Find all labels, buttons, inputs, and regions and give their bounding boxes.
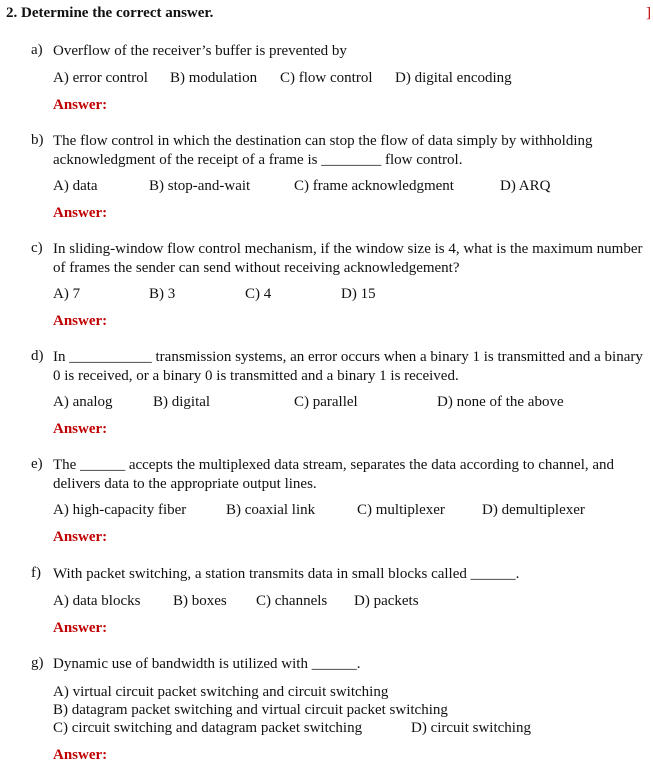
option-c[interactable]: C) 4 <box>245 286 272 302</box>
option-b[interactable]: B) stop-and-wait <box>149 178 251 194</box>
option-d[interactable]: D) packets <box>354 593 419 609</box>
option-c[interactable]: C) parallel <box>294 394 358 410</box>
question-letter: d) <box>31 348 44 364</box>
question-stem: With packet switching, a station transmits data in small blocks called ______. <box>53 566 520 582</box>
option-a[interactable]: A) virtual circuit packet switching and circuit switching <box>53 684 389 700</box>
option-d[interactable]: D) circuit switching <box>411 720 531 736</box>
option-b[interactable]: B) coaxial link <box>226 502 316 518</box>
option-b[interactable]: B) digital <box>153 394 211 410</box>
question-stem: Overflow of the receiver’s buffer is prevented by <box>53 43 347 59</box>
option-d[interactable]: D) demultiplexer <box>482 502 585 518</box>
option-c[interactable]: C) flow control <box>280 70 373 86</box>
question-stem: Dynamic use of bandwidth is utilized with ______. <box>53 656 361 672</box>
option-c[interactable]: C) channels <box>256 593 328 609</box>
option-b[interactable]: B) 3 <box>149 286 176 302</box>
option-a[interactable]: A) error control <box>53 70 148 86</box>
question-stem: In sliding-window flow control mechanism, if the window size is 4, what is the maximum number of frames the sender can send without receiving acknowledgement? <box>53 241 643 276</box>
question-letter: f) <box>31 565 41 581</box>
answer-label: Answer: <box>53 747 108 763</box>
option-b[interactable]: B) boxes <box>173 593 227 609</box>
option-c[interactable]: C) multiplexer <box>357 502 445 518</box>
option-c[interactable]: C) frame acknowledgment <box>294 178 454 194</box>
question-letter: g) <box>31 655 44 671</box>
answer-label: Answer: <box>53 421 108 437</box>
option-d[interactable]: D) digital encoding <box>395 70 512 86</box>
option-d[interactable]: D) 15 <box>341 286 376 302</box>
question-letter: c) <box>31 240 43 256</box>
corner-mark: ] <box>646 5 651 21</box>
question-stem: The ______ accepts the multiplexed data stream, separates the data according to channel, and delivers data to the appropriate output lines. <box>53 457 615 492</box>
answer-label: Answer: <box>53 97 108 113</box>
option-b[interactable]: B) modulation <box>170 70 258 86</box>
answer-label: Answer: <box>53 205 108 221</box>
option-d[interactable]: D) ARQ <box>500 178 551 194</box>
option-a[interactable]: A) data <box>53 178 98 194</box>
question-letter: a) <box>31 42 43 58</box>
question-stem: The flow control in which the destination can stop the flow of data simply by withholding acknowledgment of the receipt of a frame is ________ flow control. <box>53 133 593 168</box>
option-b[interactable]: B) datagram packet switching and virtual circuit packet switching <box>53 702 448 718</box>
option-a[interactable]: A) 7 <box>53 286 81 302</box>
question-letter: e) <box>31 456 43 472</box>
option-d[interactable]: D) none of the above <box>437 394 564 410</box>
question-letter: b) <box>31 132 44 148</box>
answer-label: Answer: <box>53 620 108 636</box>
option-a[interactable]: A) high-capacity fiber <box>53 502 187 518</box>
option-a[interactable]: A) analog <box>53 394 113 410</box>
option-a[interactable]: A) data blocks <box>53 593 141 609</box>
answer-label: Answer: <box>53 529 108 545</box>
option-c[interactable]: C) circuit switching and datagram packet switching <box>53 720 363 736</box>
answer-label: Answer: <box>53 313 108 329</box>
section-heading: 2. Determine the correct answer. <box>6 5 214 21</box>
question-stem: In ___________ transmission systems, an error occurs when a binary 1 is transmitted and a binary 0 is received, or a binary 0 is transmitted and a binary 1 is received. <box>53 349 643 384</box>
